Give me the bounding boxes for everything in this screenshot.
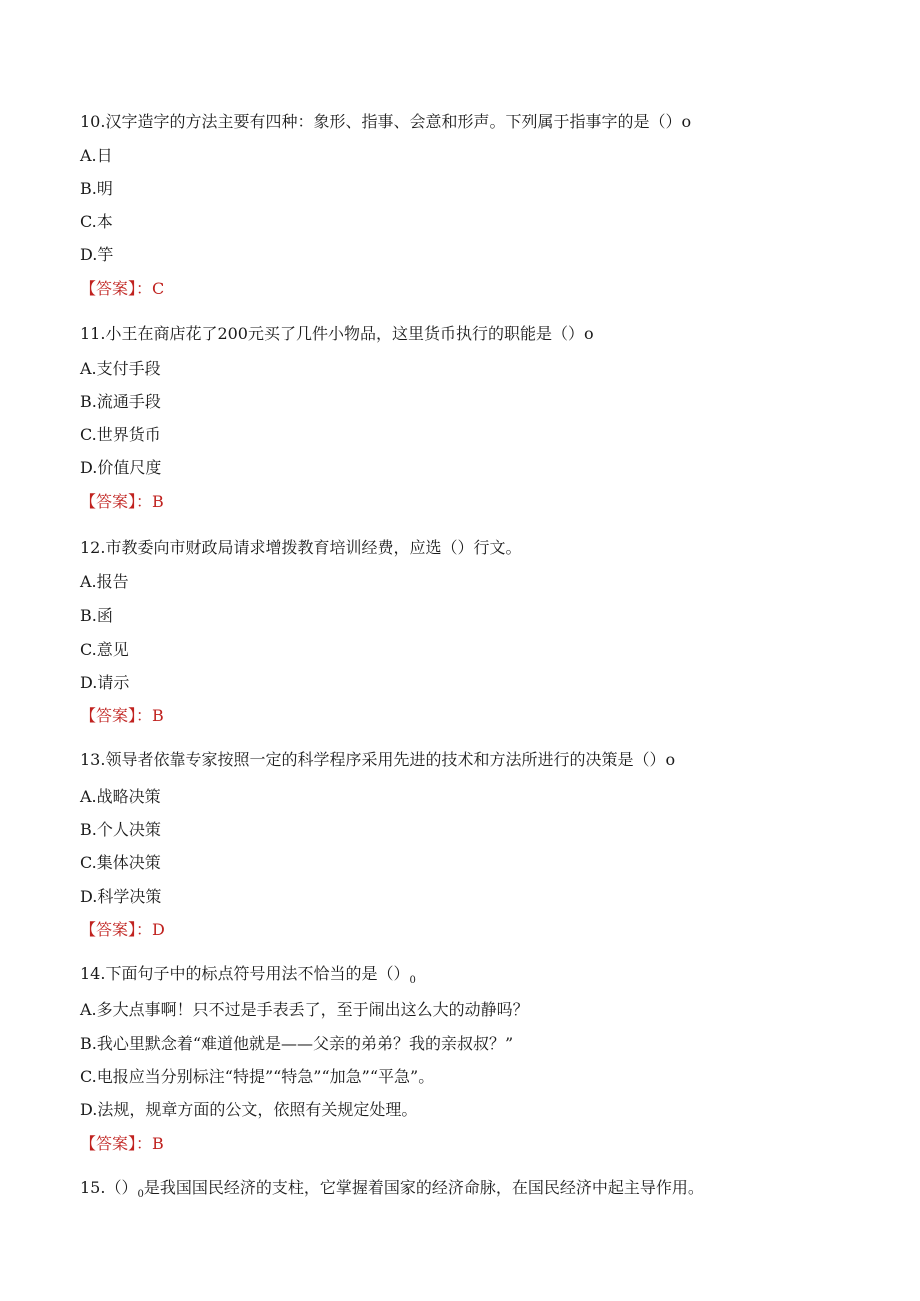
question-10-option-b: B.明 [80, 179, 113, 198]
question-10-option-d: D.竽 [80, 245, 114, 264]
question-13-option-b: B.个人决策 [80, 820, 161, 839]
question-14-option-d: D.法规，规章方面的公文，依照有关规定处理。 [80, 1100, 418, 1119]
question-11-option-d: D.价值尺度 [80, 458, 162, 477]
question-14-option-a: A.多大点事啊！只不过是手表丢了，至于闹出这么大的动静吗？ [80, 1000, 529, 1019]
question-12-answer: 【答案】：B [80, 706, 164, 725]
question-11-option-a: A.支付手段 [80, 359, 161, 378]
question-14-answer: 【答案】：B [80, 1134, 164, 1153]
question-10-answer: 【答案】：C [80, 279, 165, 298]
question-13-option-c: C.集体决策 [80, 853, 161, 872]
question-10-option-c: C.本 [80, 212, 113, 231]
question-11-option-b: B.流通手段 [80, 392, 161, 411]
question-14-option-c: C.电报应当分别标注“特提”“特急”“加急”“平急”。 [80, 1067, 435, 1086]
question-12-option-a: A.报告 [80, 572, 129, 591]
question-15-stem-subscript: 0 [137, 1189, 144, 1200]
question-10-option-a: A.日 [80, 146, 113, 165]
question-14-stem-subscript: 0 [409, 975, 416, 986]
question-15-stem [80, 1177, 704, 1206]
question-14-stem-text: 14.下面句子中的标点符号用法不恰当的是（） [80, 964, 410, 983]
question-11-stem: 11.小王在商店花了200元买了几件小物品，这里货币执行的职能是（）o [80, 324, 594, 343]
question-11-option-c: C.世界货币 [80, 425, 161, 444]
question-12-option-c: C.意见 [80, 640, 129, 659]
question-12-option-b: B.函 [80, 606, 113, 625]
question-13-answer: 【答案】：D [80, 920, 165, 939]
question-14-option-b: B.我心里默念着“难道他就是——父亲的弟弟？我的亲叔叔？” [80, 1034, 514, 1053]
question-11-answer: 【答案】：B [80, 492, 164, 511]
question-13-option-a: A.战略决策 [80, 787, 161, 806]
question-15-stem-prefix: 15.（） [80, 1178, 138, 1197]
question-12-stem: 12.市教委向市财政局请求增拨教育培训经费，应选（）行文。 [80, 538, 522, 557]
question-12-option-d: D.请示 [80, 673, 130, 692]
question-10-stem: 10.汉字造字的方法主要有四种：象形、指事、会意和形声。下列属于指事字的是（）o [80, 112, 692, 131]
question-14-stem [80, 963, 416, 992]
question-13-stem: 13.领导者依靠专家按照一定的科学程序采用先进的技术和方法所进行的决策是（）o [80, 750, 676, 769]
question-15-stem-text: 是我国国民经济的支柱，它掌握着国家的经济命脉，在国民经济中起主导作用。 [143, 1178, 704, 1197]
question-13-option-d: D.科学决策 [80, 887, 162, 906]
